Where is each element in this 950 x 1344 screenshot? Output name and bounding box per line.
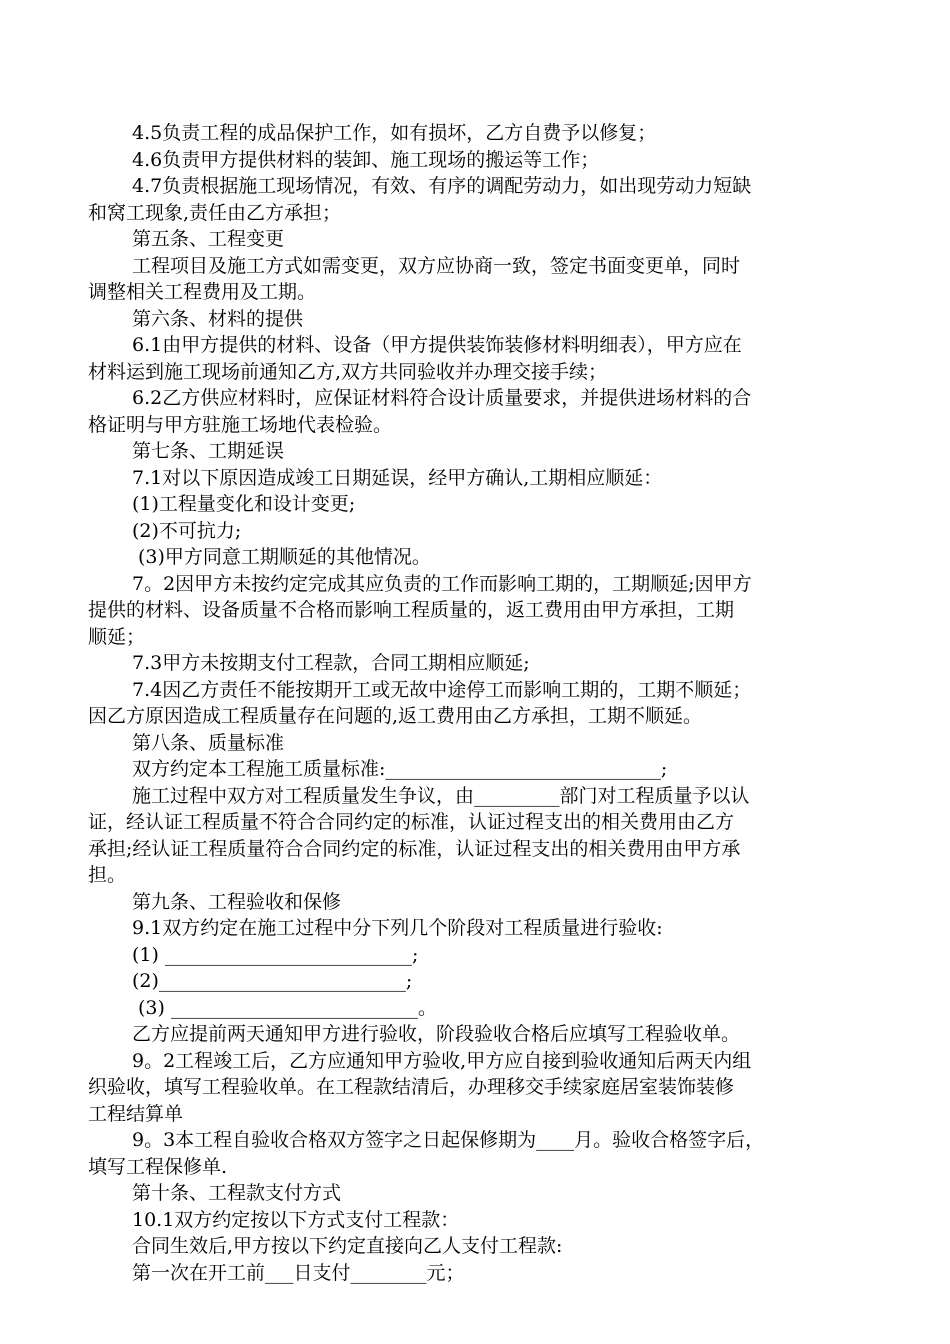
text-line: 4.6负责甲方提供材料的装卸、施工现场的搬运等工作； (132, 148, 600, 171)
text-line: 6.1由甲方提供的材料、设备（甲方提供装饰装修材料明细表），甲方应在 (132, 334, 742, 356)
text-line: 第十条、工程款支付方式 (132, 1182, 342, 1204)
text-line: 承担;经认证工程质量符合合同约定的标准，认证过程支出的相关费用由甲方承 (88, 837, 741, 860)
text-line: 织验收，填写工程验收单。在工程款结清后，办理移交手续家庭居室装饰装修 (88, 1076, 735, 1098)
text-line: 证，经认证工程质量不符合合同约定的标准，认证过程支出的相关费用由乙方 (88, 811, 735, 833)
text-line: 7.1对以下原因造成竣工日期延误，经甲方确认,工期相应顺延： (132, 466, 663, 489)
text-line: 第九条、工程验收和保修 (132, 890, 342, 913)
text-line: 7.3甲方未按期支付工程款，合同工期相应顺延; (132, 652, 530, 674)
text-line: 合同生效后,甲方按以下约定直接向乙人支付工程款: (132, 1235, 563, 1257)
text-line: 9.1双方约定在施工过程中分下列几个阶段对工程质量进行验收: (132, 917, 663, 939)
text-line: 10.1双方约定按以下方式支付工程款： (132, 1208, 460, 1231)
text-line: 4.7负责根据施工现场情况，有效、有序的调配劳动力，如出现劳动力短缺 (132, 175, 752, 197)
text-line: 4.5负责工程的成品保护工作，如有损坏，乙方自费予以修复； (132, 122, 657, 144)
text-line: 第八条、质量标准 (132, 731, 285, 754)
text-line: (3) __________________________。 (138, 996, 437, 1019)
text-line: 工程项目及施工方式如需变更，双方应协商一致，签定书面变更单，同时 (132, 254, 741, 277)
text-line: 填写工程保修单. (88, 1155, 228, 1178)
text-line: 和窝工现象,责任由乙方承担； (88, 201, 342, 224)
text-line: 担。 (88, 864, 127, 886)
text-line: (3)甲方同意工期顺延的其他情况。 (138, 546, 431, 568)
text-line: (1) __________________________; (132, 943, 419, 966)
text-line: 施工过程中双方对工程质量发生争议，由_________部门对工程质量予以认 (132, 784, 750, 807)
text-line: 第六条、材料的提供 (132, 307, 304, 330)
text-line: 第七条、工期延误 (132, 440, 285, 462)
text-line: (1)工程量变化和设计变更; (132, 493, 356, 515)
text-line: 双方约定本工程施工质量标准:_____________________________; (132, 758, 668, 780)
text-line: 调整相关工程费用及工期。 (88, 281, 317, 303)
text-line: 第一次在开工前___日支付________元； (132, 1261, 465, 1284)
text-line: 7。2因甲方未按约定完成其应负责的工作而影响工期的，工期顺延;因甲方 (132, 572, 752, 595)
text-line: 6.2乙方供应材料时，应保证材料符合设计质量要求，并提供进场材料的合 (132, 387, 752, 409)
text-line: 格证明与甲方驻施工场地代表检验。 (88, 413, 393, 436)
text-line: 工程结算单 (88, 1102, 184, 1125)
text-line: 提供的材料、设备质量不合格而影响工程质量的，返工费用由甲方承担，工期 (88, 599, 735, 621)
text-line: 7.4因乙方责任不能按期开工或无故中途停工而影响工期的，工期不顺延； (132, 678, 752, 701)
text-line: 因乙方原因造成工程质量存在问题的,返工费用由乙方承担，工期不顺延。 (88, 705, 703, 727)
text-line: 顺延； (88, 625, 146, 648)
text-line: 材料运到施工现场前通知乙方,双方共同验收并办理交接手续； (88, 360, 608, 383)
text-line: 9。2工程竣工后，乙方应通知甲方验收,甲方应自接到验收通知后两天内组 (132, 1049, 752, 1072)
text-line: (2)不可抗力; (132, 519, 242, 542)
text-line: (2)__________________________; (132, 970, 413, 992)
text-line: 第五条、工程变更 (132, 228, 285, 250)
text-line: 9。3本工程自验收合格双方签字之日起保修期为____月。验收合格签字后， (132, 1129, 765, 1151)
text-line: 乙方应提前两天通知甲方进行验收，阶段验收合格后应填写工程验收单。 (132, 1023, 741, 1045)
